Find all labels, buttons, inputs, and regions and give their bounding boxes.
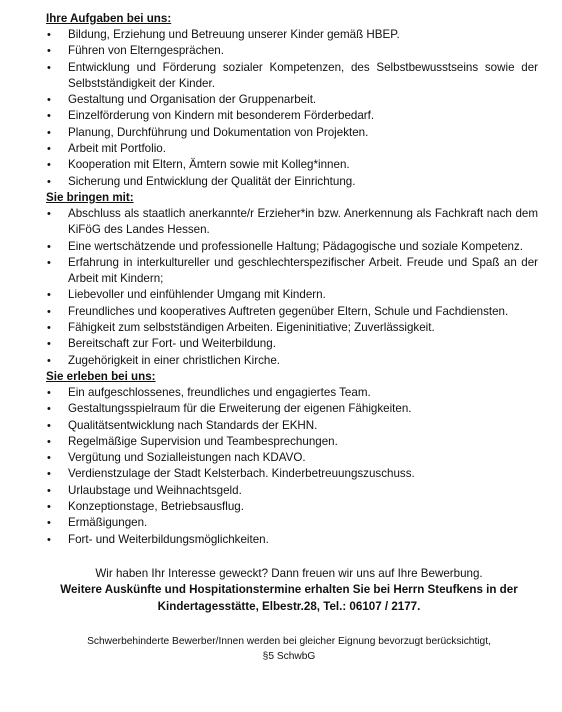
list-item: [46, 320, 538, 336]
bullet-icon: •: [47, 45, 51, 58]
bullet-icon: •: [47, 338, 51, 351]
bullet-icon: •: [47, 61, 51, 74]
list-item-text: Abschluss als staatlich anerkannte/r Erzieher*in bzw. Anerkennung als Fachkraft nach dem KiFöG des Landes Hessen.: [68, 206, 538, 237]
bullet-icon: •: [47, 94, 51, 107]
bullet-list: [46, 385, 538, 548]
bullet-icon: •: [47, 468, 51, 481]
list-item: [46, 418, 538, 434]
bullet-icon: •: [47, 533, 51, 546]
bullet-icon: •: [47, 126, 51, 139]
list-item-text: Arbeit mit Portfolio.: [68, 142, 166, 156]
footer-legal-reference: §5 SchwbG: [262, 651, 316, 663]
list-item-text: Qualitätsentwicklung nach Standards der EKHN.: [68, 418, 318, 432]
section-heading: Sie bringen mit:: [46, 190, 134, 204]
list-item: [46, 515, 538, 531]
list-item-text: Fähigkeit zum selbstständigen Arbeiten. Eigeninitiative; Zuverlässigkeit.: [68, 321, 435, 335]
list-item-text: Sicherung und Entwicklung der Qualität der Einrichtung.: [68, 174, 356, 188]
list-item-text: Zugehörigkeit in einer christlichen Kirche.: [68, 353, 281, 367]
closing-block: [46, 566, 538, 616]
section-heading: Sie erleben bei uns:: [46, 369, 156, 383]
list-item: [46, 401, 538, 417]
list-item-text: Ermäßigungen.: [68, 516, 148, 530]
list-item-text: Vergütung und Sozialleistungen nach KDAVO.: [68, 451, 306, 465]
bullet-icon: •: [47, 386, 51, 399]
list-item: [46, 499, 538, 515]
list-item: [46, 157, 538, 173]
list-item: [46, 43, 538, 59]
list-item-text: Gestaltung und Organisation der Gruppenarbeit.: [68, 93, 317, 107]
list-item-text: Einzelförderung von Kindern mit besonderem Förderbedarf.: [68, 109, 375, 123]
list-item: [46, 206, 538, 239]
bullet-list: [46, 206, 538, 369]
list-item-text: Entwicklung und Förderung sozialer Kompetenzen, des Selbstbewusstseins sowie der Selbstständigkeit der Kinder.: [68, 60, 538, 90]
list-item: [46, 287, 538, 303]
bullet-icon: •: [47, 29, 51, 41]
list-item: [46, 255, 538, 288]
list-item-text: Gestaltungsspielraum für die Erweiterung der eigenen Fähigkeiten.: [68, 402, 412, 416]
bullet-icon: •: [47, 322, 51, 335]
bullet-icon: •: [47, 452, 51, 465]
list-item-text: Kooperation mit Eltern, Ämtern sowie mit Kolleg*innen.: [68, 158, 350, 172]
bullet-icon: •: [47, 159, 51, 172]
bullet-icon: •: [47, 403, 51, 416]
list-item: [46, 450, 538, 466]
bullet-icon: •: [47, 175, 51, 188]
list-item: [46, 304, 538, 320]
list-item: [46, 239, 538, 255]
bullet-icon: •: [47, 289, 51, 302]
list-item-text: Konzeptionstage, Betriebsausflug.: [68, 500, 244, 514]
bullet-icon: •: [47, 354, 51, 367]
bullet-icon: •: [47, 143, 51, 156]
bullet-icon: •: [47, 501, 51, 514]
list-item: [46, 92, 538, 108]
list-item: [46, 353, 538, 369]
requirements-sections: [46, 11, 538, 548]
closing-contact-info: Weitere Auskünfte und Hospitationstermine erhalten Sie bei Herrn Steufkens in der Kindertagesstätte, Elbestr.28, Tel.: 06107 / 2177.: [60, 583, 518, 613]
bullet-icon: •: [47, 207, 51, 220]
list-item: [46, 336, 538, 352]
list-item-text: Freundliches und kooperatives Auftreten gegenüber Eltern, Schule und Fachdiensten.: [68, 304, 509, 318]
bullet-icon: •: [47, 110, 51, 123]
list-item: [46, 466, 538, 482]
list-item: [46, 174, 538, 190]
section-heading: Ihre Aufgaben bei uns:: [46, 12, 172, 25]
list-item-text: Fort- und Weiterbildungsmöglichkeiten.: [68, 532, 269, 546]
footer-note: [46, 634, 538, 664]
bullet-icon: •: [47, 240, 51, 253]
footer-disability-note: Schwerbehinderte Bewerber/Innen werden bei gleicher Eignung bevorzugt berücksichtigt,: [87, 636, 491, 648]
list-item: [46, 532, 538, 548]
list-item-text: Planung, Durchführung und Dokumentation von Projekten.: [68, 125, 369, 139]
list-item: [46, 483, 538, 499]
bullet-icon: •: [47, 435, 51, 448]
list-item: [46, 108, 538, 124]
bullet-icon: •: [47, 256, 51, 269]
list-item-text: Bildung, Erziehung und Betreuung unserer Kinder gemäß HBEP.: [68, 28, 400, 41]
list-item-text: Ein aufgeschlossenes, freundliches und engagiertes Team.: [68, 385, 371, 399]
list-item-text: Verdienstzulage der Stadt Kelsterbach. Kinderbetreuungszuschuss.: [68, 467, 415, 481]
bullet-icon: •: [47, 419, 51, 432]
list-item-text: Liebevoller und einfühlender Umgang mit Kindern.: [68, 288, 326, 302]
list-item: [46, 434, 538, 450]
bullet-icon: •: [47, 517, 51, 530]
list-item: [46, 141, 538, 157]
list-item-text: Führen von Elterngesprächen.: [68, 44, 224, 58]
list-item: [46, 385, 538, 401]
bullet-icon: •: [47, 305, 51, 318]
list-item-text: Erfahrung in interkultureller und geschlechterspezifischer Arbeit. Freude und Spaß an der Arbeit mit Kindern;: [68, 255, 538, 286]
list-item: [46, 27, 538, 43]
list-item: [46, 125, 538, 141]
list-item-text: Urlaubstage und Weihnachtsgeld.: [68, 483, 242, 497]
list-item: [46, 60, 538, 93]
closing-invitation: Wir haben Ihr Interesse geweckt? Dann freuen wir uns auf Ihre Bewerbung.: [95, 566, 483, 580]
bullet-list: [46, 27, 538, 190]
list-item-text: Bereitschaft zur Fort- und Weiterbildung.: [68, 337, 276, 351]
bullet-icon: •: [47, 484, 51, 497]
list-item-text: Regelmäßige Supervision und Teambesprechungen.: [68, 434, 338, 448]
list-item-text: Eine wertschätzende und professionelle Haltung; Pädagogische und soziale Kompetenz.: [68, 239, 524, 253]
